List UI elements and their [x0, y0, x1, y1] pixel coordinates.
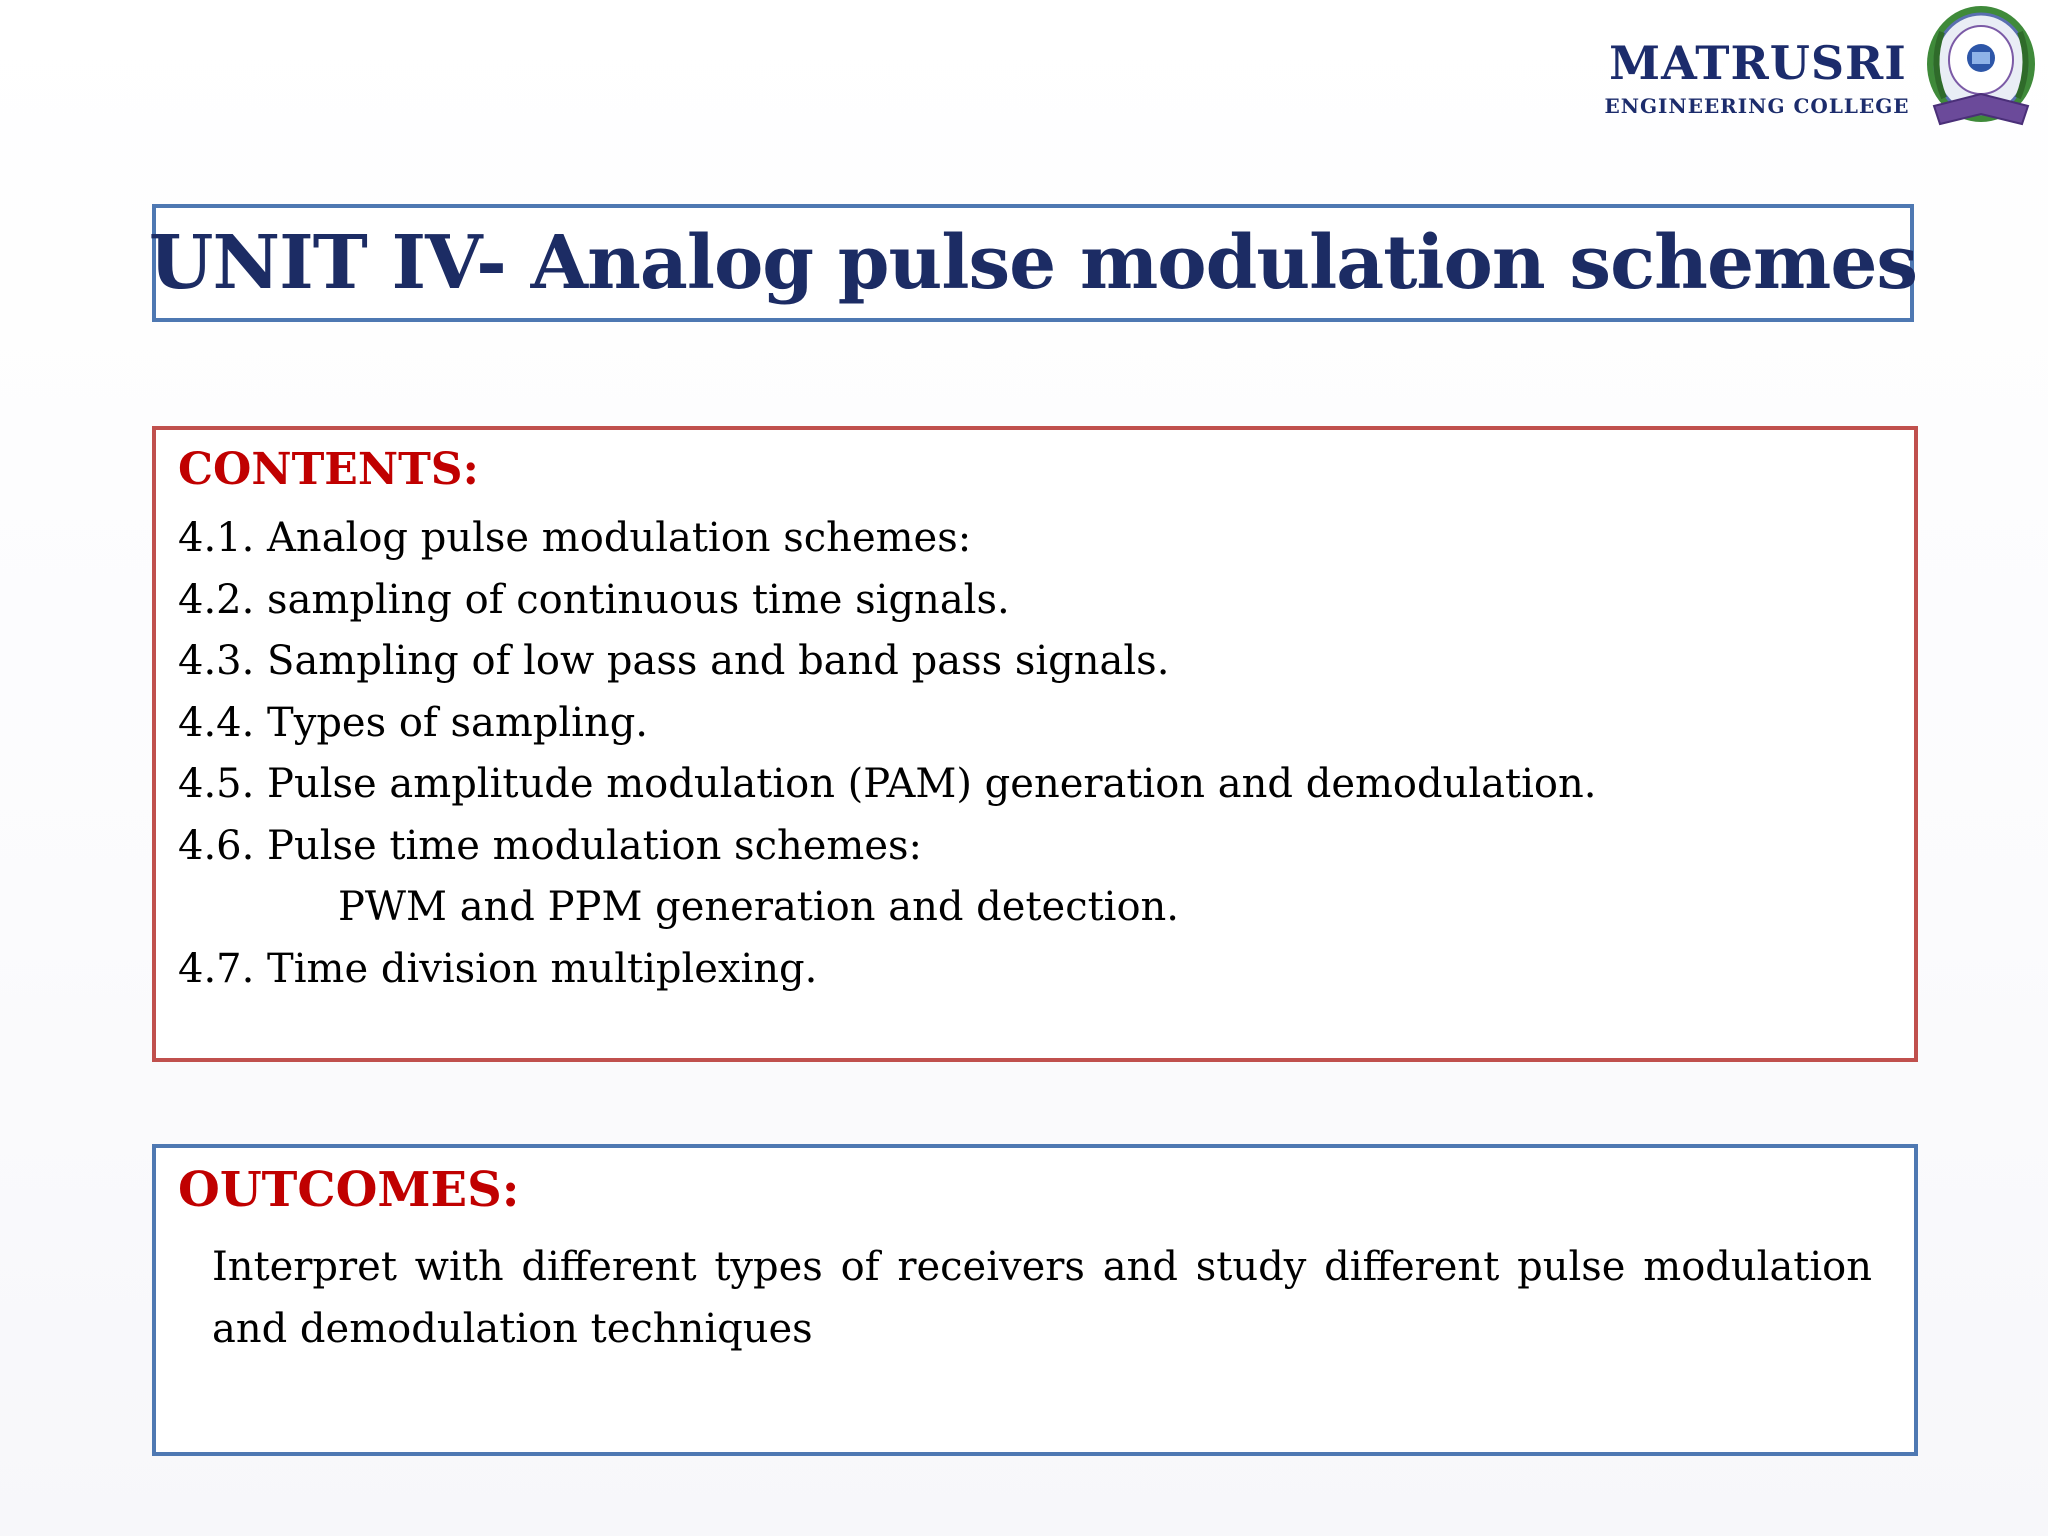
contents-item: 4.5. Pulse amplitude modulation (PAM) generation and demodulation.: [178, 761, 1597, 807]
outcomes-heading: OUTCOMES:: [178, 1162, 520, 1218]
contents-item: 4.6. Pulse time modulation schemes:: [178, 822, 923, 869]
college-subtitle: ENGINEERING COLLEGE: [1604, 94, 1910, 118]
contents-item: 4.7. Time division multiplexing.: [178, 945, 818, 992]
contents-subitem: PWM and PPM generation and detection.: [338, 884, 1180, 930]
outcomes-box: [152, 1144, 1918, 1456]
contents-item: 4.3. Sampling of low pass and band pass signals.: [178, 638, 1170, 684]
contents-list: [178, 508, 1596, 1000]
outcomes-text: Interpret with different types of receivers and study different pulse modulation and demodulation techniques: [212, 1244, 1872, 1352]
contents-item: 4.1. Analog pulse modulation schemes:: [178, 515, 972, 561]
contents-box: [152, 426, 1918, 1062]
college-logo: [1598, 36, 2038, 146]
contents-heading: CONTENTS:: [178, 444, 479, 495]
contents-item: 4.2. sampling of continuous time signals.: [178, 576, 1010, 623]
college-emblem-icon: [1922, 2, 2040, 142]
title-box: [148, 204, 1918, 322]
college-name: MATRUSRI: [1609, 36, 1907, 90]
contents-item: 4.4. Types of sampling.: [178, 699, 649, 746]
page-title: UNIT IV- Analog pulse modulation schemes: [148, 220, 1918, 306]
